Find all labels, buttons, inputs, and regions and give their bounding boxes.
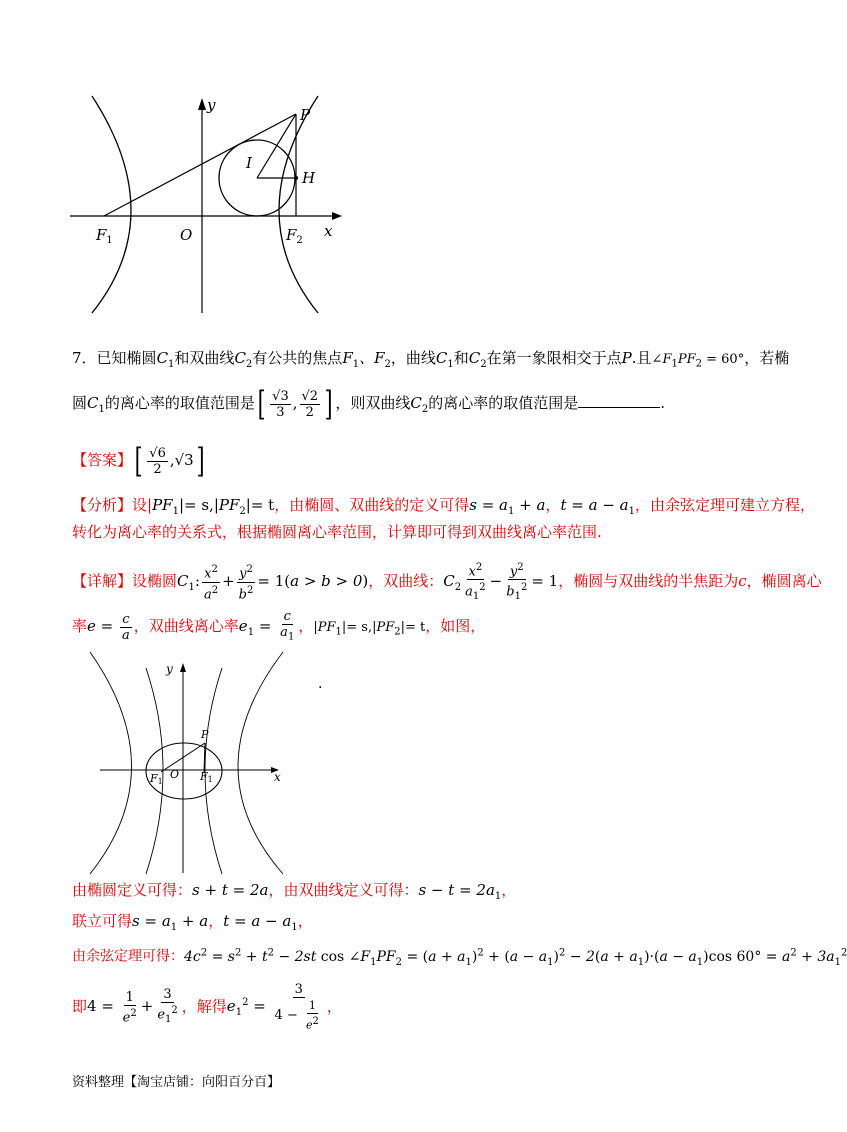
left-bracket: [ — [257, 384, 266, 424]
fig2-label-o: O — [170, 768, 180, 781]
derivation-line1-a: 由椭圆定义可得： — [72, 881, 193, 899]
frac-b-num: √2 — [301, 388, 319, 404]
analysis-t-expr: $t = a - a_1$ — [560, 496, 635, 517]
s-solution: $s = a_1 + a$ — [132, 912, 209, 933]
question-text-4: ，曲线 — [390, 349, 436, 367]
fig2-hyperbola-far-right — [238, 652, 283, 874]
eccentricity-relation: 4 = $\frac{1}{e^2}$ + $\frac{3}{e_1^2}$ — [87, 987, 178, 1026]
label-p: P — [300, 106, 311, 124]
question-text-7: .且 — [631, 349, 652, 367]
question-text-3: 有公共的焦点 — [252, 349, 343, 367]
fig2-label-p: P — [201, 728, 209, 741]
answer-frac-den: 2 — [153, 461, 162, 477]
fraction-sqrt3-over-3 — [270, 389, 291, 420]
fig2-ellipse — [146, 743, 222, 799]
derivation-line2-a: 联立可得 — [72, 912, 133, 930]
derivation-line4-b: ，解得 — [181, 997, 227, 1016]
question-number: 7． — [72, 349, 97, 367]
figure-ellipse-hyperbola — [88, 648, 338, 876]
derivation-line-3 — [72, 943, 847, 972]
analysis-line-1: 【分析】设$|PF_1|= s,|PF_2|= t$，由椭圆、双曲线的定义可得$s = a_1 + a$，$t = a - a_1$，由余弦定理可建立方程， — [72, 496, 815, 517]
answer-fraction — [147, 446, 168, 477]
c1-symbol-2: $C_1$ — [435, 349, 454, 370]
y-axis-arrow — [198, 98, 206, 110]
c1-symbol: $C_1$ — [156, 349, 175, 370]
fig2-label-y: y — [166, 662, 173, 676]
analysis-text-2: 由椭圆、双曲线的定义可得 — [289, 496, 470, 514]
right-bracket: ] — [324, 384, 333, 424]
detail-text-3: ，椭圆与双曲线的半焦距为 — [558, 572, 739, 591]
footer-source: 资料整理【淘宝店铺：向阳百分百】 — [72, 1075, 281, 1090]
derivation-line3-a: 由余弦定理可得： — [72, 948, 184, 965]
derivation-line-4: 即4 = $\frac{1}{e^2}$ + $\frac{3}{e_1^2}$ ，解得$e_1^2$ = 3 4 − $\frac{1}{e^2}$ ， — [72, 982, 342, 1032]
detail-text-2: ，双曲线： — [368, 572, 444, 591]
detail-text-5: ，双曲线离心率 — [133, 617, 239, 635]
answer-blank — [578, 393, 660, 408]
label-i: I — [246, 154, 252, 172]
cosine-law-equation: $4c^2 = s^2 + t^2 - 2st$ $\cos \angle F_1PF_2 = (a + a_1)^2 + (a - a_1)^2 - 2(a + a_1)\cdot(a - a_1)\cos$ $60^\circ = a^2 + 3a_1^2$ — [184, 947, 847, 968]
label-o: O — [180, 226, 193, 244]
c2-symbol-3: $C_2$ — [410, 394, 429, 415]
derivation-line1-b: 由双曲线定义可得： — [283, 881, 419, 899]
label-y: y — [207, 96, 216, 114]
f1-f2-symbols: $F_1$、$F_2$ — [342, 349, 391, 370]
figure-hyperbola-incircle — [60, 88, 350, 318]
e1-squared-solution: $e_1^2$ = 3 4 − $\frac{1}{e^2}$ — [226, 982, 319, 1032]
analysis-text-3: 由余弦定理可建立方程， — [649, 496, 815, 514]
fraction-sqrt2-over-2 — [300, 389, 321, 420]
question-text-5: 和 — [453, 349, 469, 367]
label-x: x — [324, 222, 333, 240]
fig2-label-f1: F1 — [150, 772, 163, 786]
answer-left-bracket: [ — [134, 441, 143, 481]
derivation-line-2: 联立可得$s = a_1 + a$，$t = a - a_1$， — [72, 912, 313, 933]
x-axis-arrow — [332, 212, 342, 220]
c2-symbol: $C_2$ — [234, 349, 253, 370]
answer-frac-num: √6 — [149, 445, 166, 461]
c1-symbol-3: $C_1$ — [87, 394, 105, 415]
figure-1-svg — [60, 88, 350, 318]
ellipse-equation: $C_1$: $\frac{x^2}{a^2}$ + $\frac{y^2}{b^2}$ = 1(a > b > 0) — [177, 564, 369, 602]
question-period: . — [660, 394, 665, 412]
detail-label: 【详解】 — [72, 572, 133, 591]
analysis-pf-expr: $PF_1|= s,|PF_2|= t$ — [152, 496, 275, 517]
point-h — [294, 176, 298, 180]
question-line-1 — [72, 348, 789, 375]
question-text-1: 已知椭圆 — [96, 349, 157, 367]
derivation-line4-a: 即 — [72, 997, 88, 1016]
question-text-2: 和双曲线 — [174, 349, 235, 367]
analysis-s-expr: $s = a_1 + a$ — [469, 496, 546, 517]
question-line2-mid2: ，则双曲线 — [335, 394, 411, 412]
fig2-hyperbola-far-left — [90, 652, 132, 874]
frac-a-den: 3 — [276, 404, 285, 420]
frac-b-den: 2 — [305, 404, 314, 420]
analysis-line-2 — [72, 522, 602, 542]
question-text-6: 在第一象限相交于点 — [486, 349, 622, 367]
question-line2-end: 的离心率的取值范围是 — [428, 394, 579, 412]
question-text-8: ，若椭 — [744, 349, 790, 367]
label-h: H — [302, 169, 316, 187]
ellipse-sum-eq: s + t = 2a — [192, 881, 269, 899]
analysis-line2-text: 转化为离心率的关系式，根据椭圆离心率范围，计算即可得到双曲线离心率范围. — [72, 523, 602, 541]
answer-line: 【答案】[ $\frac{√6}{2}$ ,√3] — [72, 441, 205, 481]
answer-second: √3 — [174, 451, 194, 469]
answer-right-bracket: ] — [196, 441, 205, 481]
detail-pf-expr: $|PF_1|= s,|PF_2|= t$ — [313, 620, 426, 638]
detail-line-1 — [72, 560, 822, 606]
c2-symbol-2: $C_2$ — [468, 349, 487, 370]
detail-text-6: ，如图， — [425, 617, 486, 635]
label-f2: $F_2$ — [286, 226, 303, 246]
segment-p-i — [257, 114, 296, 178]
detail-line2-start: 率 — [72, 617, 88, 635]
fig2-y-arrow — [180, 663, 186, 672]
analysis-label: 【分析】 — [72, 496, 133, 514]
ellipse-eccentricity: e = $\frac{c}{a}$ — [87, 611, 130, 643]
question-line2-mid: 的离心率的取值范围是 — [104, 394, 255, 412]
answer-label: 【答案】 — [72, 451, 133, 469]
frac-a-num: √3 — [272, 388, 289, 404]
question-line-2: 圆$C_1$的离心率的取值范围是[ $\frac{√3}{3}$ , $\frac{√2}{2}$ ] ，则双曲线$C_2$的离心率的取值范围是 . — [72, 384, 665, 424]
fig2-label-f2: F1 — [200, 770, 213, 784]
hyperbola-diff-eq: $s - t = 2a_1$ — [418, 881, 502, 902]
point-p: P — [621, 349, 632, 367]
segment-f1-p — [104, 114, 296, 216]
fig2-hyperbola-left-branch — [146, 668, 163, 874]
detail-text-1: 设椭圆 — [132, 572, 178, 591]
fig2-label-x: x — [274, 770, 281, 784]
detail-text-4: ，椭圆离心 — [746, 572, 822, 591]
hyperbola-equation: $C_2$ $\frac{x^2}{a_1^2}$ − $\frac{y^2}{b_1^2}$ = 1 — [443, 562, 559, 603]
question-line2-start: 圆 — [72, 394, 88, 412]
detail-line-2: 率e = $\frac{c}{a}$ ，双曲线离心率$e_1$ = $\frac{c}{a_1}$ ，$|PF_1|= s,|PF_2|= t$，如图， — [72, 609, 486, 643]
label-f1: $F_1$ — [96, 226, 113, 246]
detail-c: c — [738, 572, 747, 591]
figure-2-svg — [88, 648, 338, 876]
stray-dot: . — [318, 676, 323, 692]
hyperbola-eccentricity: $e_1$ = $\frac{c}{a_1}$ — [238, 609, 295, 643]
t-solution: $t = a - a_1$ — [223, 912, 298, 933]
derivation-line-1: 由椭圆定义可得：s + t = 2a，由双曲线定义可得：$s - t = 2a_1$， — [72, 881, 517, 902]
analysis-text-1: 设| — [132, 496, 153, 514]
angle-expression: $\angle F_1PF_2 = 60^\circ$ — [651, 352, 745, 370]
